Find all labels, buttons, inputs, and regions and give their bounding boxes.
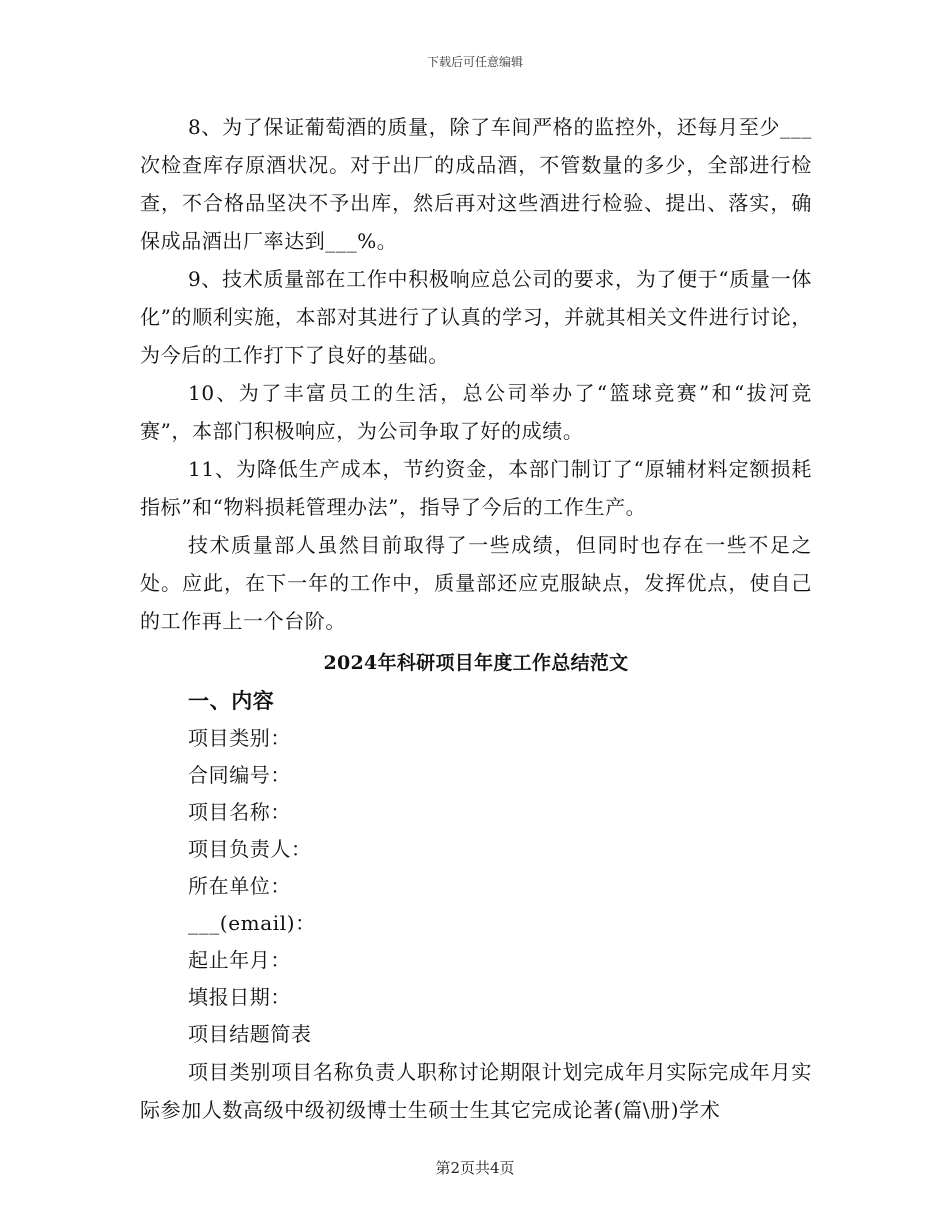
field-report-date: 填报日期： <box>188 985 291 1009</box>
paragraph-conclusion: 技术质量部人虽然目前取得了一些成绩，但同时也存在一些不足之处。应此，在下一年的工作中，质量部还应克服缺点，发挥优点，使自己的工作再上一个台阶。 <box>140 533 812 633</box>
paragraph-item-11: 11、为降低生产成本，节约资金，本部门制订了“原辅材料定额损耗指标”和“物料损耗管理办法”，指导了今后的工作生产。 <box>140 457 812 519</box>
field-project-leader: 项目负责人： <box>188 837 312 861</box>
paragraph-item-9: 9、技术质量部在工作中积极响应总公司的要求，为了便于“质量一体化”的顺利实施，本部对其进行了认真的学习，并就其相关文件进行讨论，为今后的工作打下了良好的基础。 <box>140 267 812 367</box>
field-email: ___(email)： <box>188 911 316 935</box>
section-heading: 一、内容 <box>188 688 275 713</box>
field-project-name: 项目名称： <box>188 800 291 824</box>
summary-table-text: 项目类别项目名称负责人职称讨论期限计划完成年月实际完成年月实际参加人数高级中级初级博士生硕士生其它完成论著(篇\册)学术 <box>140 1060 812 1122</box>
paragraph-item-8: 8、为了保证葡萄酒的质量，除了车间严格的监控外，还每月至少___次检查库存原酒状况。对于出厂的成品酒，不管数量的多少，全部进行检查，不合格品坚决不予出库，然后再对这些酒进行检验、提出、落实，确保成品酒出厂率达到___%。 <box>140 115 812 253</box>
field-contract-number: 合同编号： <box>188 763 291 787</box>
field-start-end-date: 起止年月： <box>188 948 291 972</box>
page-number-footer: 第2页共4页 <box>435 1159 515 1177</box>
page-header-note: 下载后可任意编辑 <box>426 55 523 69</box>
document-body <box>140 108 812 1129</box>
document-title: 2024年科研项目年度工作总结范文 <box>323 652 629 674</box>
field-project-category: 项目类别： <box>188 726 291 750</box>
field-summary-table-label: 项目结题简表 <box>188 1022 312 1046</box>
paragraph-item-10: 10、为了丰富员工的生活，总公司举办了“篮球竞赛”和“拔河竞赛”，本部门积极响应，为公司争取了好的成绩。 <box>140 381 812 443</box>
field-unit: 所在单位： <box>188 874 291 898</box>
